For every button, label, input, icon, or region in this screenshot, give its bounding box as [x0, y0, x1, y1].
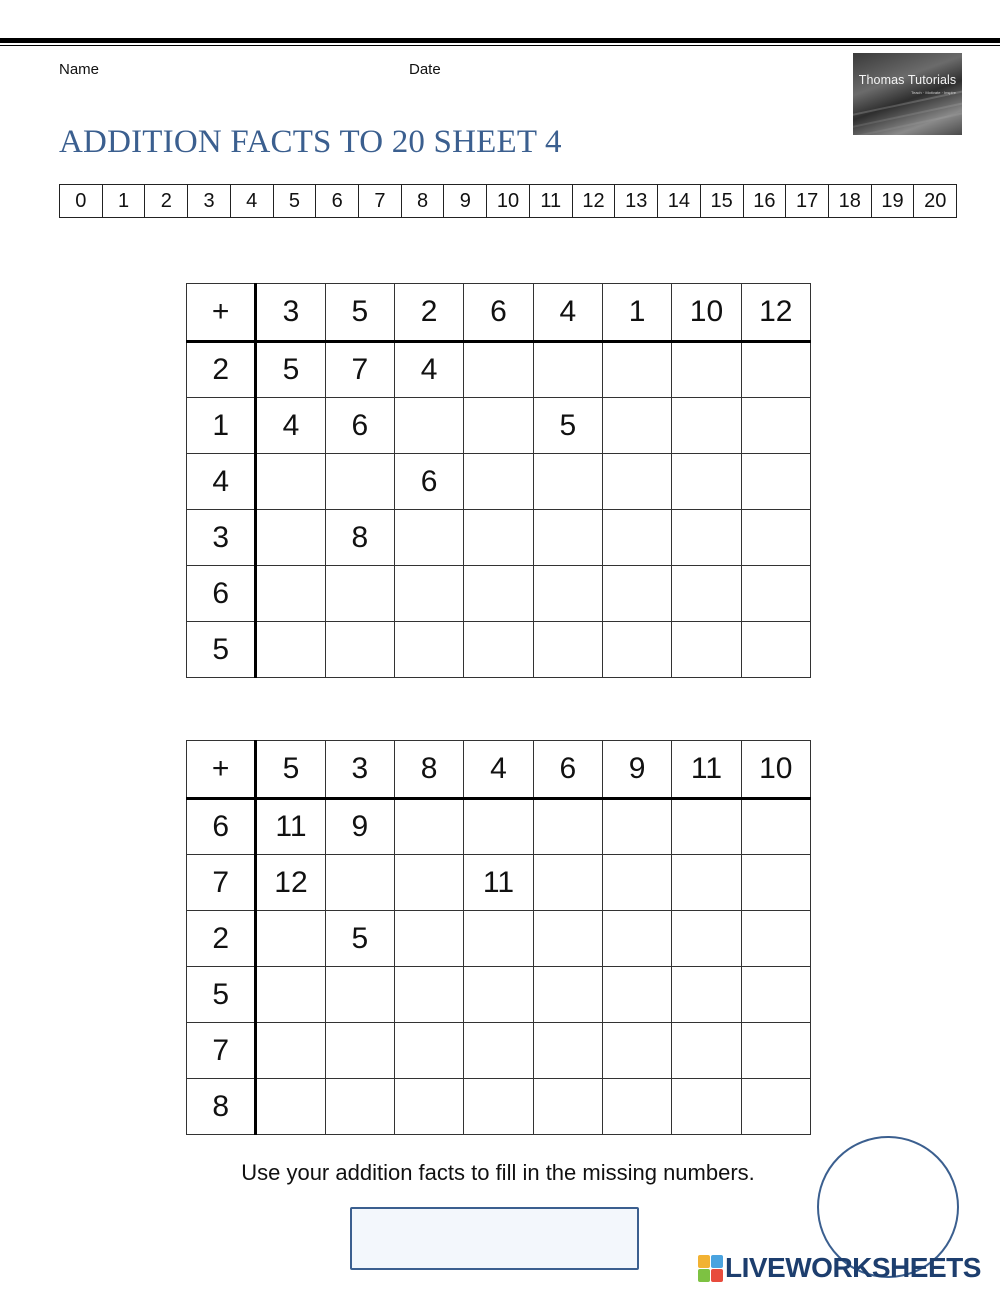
- answer-cell[interactable]: [672, 1023, 741, 1079]
- answer-cell[interactable]: 7: [325, 342, 394, 398]
- page-title: ADDITION FACTS TO 20 SHEET 4: [59, 124, 562, 160]
- column-header-cell: 1: [602, 284, 671, 342]
- column-header-cell: 3: [256, 284, 325, 342]
- column-header-cell: 10: [741, 741, 810, 799]
- name-label: Name: [59, 61, 100, 78]
- answer-cell[interactable]: [602, 454, 671, 510]
- number-line-cell: 14: [658, 185, 701, 217]
- liveworksheets-brand: [698, 1253, 981, 1283]
- brand-square: [698, 1269, 710, 1282]
- plus-sign: +: [187, 741, 256, 799]
- answer-cell[interactable]: 6: [325, 398, 394, 454]
- answer-cell[interactable]: [602, 622, 671, 678]
- answer-cell[interactable]: [533, 1023, 602, 1079]
- answer-cell[interactable]: [741, 1079, 810, 1135]
- answer-cell[interactable]: [533, 566, 602, 622]
- answer-cell[interactable]: [394, 1023, 463, 1079]
- answer-cell[interactable]: [602, 799, 671, 855]
- plus-sign: +: [187, 284, 256, 342]
- number-line-cell: 0: [60, 185, 103, 217]
- brand-square: [711, 1255, 723, 1268]
- grid-row: [187, 510, 811, 566]
- grid-header-row: [187, 741, 811, 799]
- number-line-cell: 4: [231, 185, 274, 217]
- answer-cell[interactable]: [256, 911, 325, 967]
- answer-cell[interactable]: [325, 566, 394, 622]
- answer-cell[interactable]: [741, 799, 810, 855]
- logo-tagline: Teach · Motivate · Inspire: [911, 90, 956, 95]
- number-line-cell: 9: [444, 185, 487, 217]
- answer-cell[interactable]: [256, 454, 325, 510]
- number-line-cell: 6: [316, 185, 359, 217]
- answer-cell[interactable]: 4: [256, 398, 325, 454]
- row-header-cell: 5: [187, 967, 256, 1023]
- brand-square: [711, 1269, 723, 1282]
- answer-cell[interactable]: [464, 510, 533, 566]
- number-line-cell: 12: [573, 185, 616, 217]
- answer-cell[interactable]: [533, 454, 602, 510]
- answer-cell[interactable]: [533, 622, 602, 678]
- answer-cell[interactable]: [602, 855, 671, 911]
- number-line-cell: 5: [274, 185, 317, 217]
- date-label: Date: [409, 61, 441, 78]
- answer-cell[interactable]: [741, 622, 810, 678]
- brand-square: [698, 1255, 710, 1268]
- answer-cell[interactable]: [464, 1023, 533, 1079]
- answer-cell[interactable]: 5: [325, 911, 394, 967]
- answer-cell[interactable]: [533, 855, 602, 911]
- top-rule-thin: [0, 45, 1000, 46]
- answer-cell[interactable]: 11: [256, 799, 325, 855]
- answer-cell[interactable]: 11: [464, 855, 533, 911]
- answer-cell[interactable]: [464, 799, 533, 855]
- row-header-cell: 2: [187, 911, 256, 967]
- answer-cell[interactable]: [325, 1023, 394, 1079]
- answer-cell[interactable]: [464, 566, 533, 622]
- answer-cell[interactable]: [533, 510, 602, 566]
- grid-row: [187, 799, 811, 855]
- column-header-cell: 5: [256, 741, 325, 799]
- answer-cell[interactable]: [325, 454, 394, 510]
- answer-cell[interactable]: [325, 967, 394, 1023]
- answer-cell[interactable]: 5: [533, 398, 602, 454]
- number-line-cell: 11: [530, 185, 573, 217]
- number-line-cell: 15: [701, 185, 744, 217]
- number-line-cell: 3: [188, 185, 231, 217]
- answer-cell[interactable]: [464, 967, 533, 1023]
- number-line-cell: 8: [402, 185, 445, 217]
- row-header-cell: 3: [187, 510, 256, 566]
- answer-cell[interactable]: [394, 967, 463, 1023]
- answer-cell[interactable]: [394, 622, 463, 678]
- number-line-cell: 18: [829, 185, 872, 217]
- answer-cell[interactable]: [672, 855, 741, 911]
- answer-cell[interactable]: [394, 510, 463, 566]
- answer-cell[interactable]: [394, 855, 463, 911]
- answer-cell[interactable]: 6: [394, 454, 463, 510]
- answer-cell[interactable]: [256, 622, 325, 678]
- row-header-cell: 6: [187, 566, 256, 622]
- answer-cell[interactable]: [602, 911, 671, 967]
- grid-row: [187, 855, 811, 911]
- answer-cell[interactable]: [602, 510, 671, 566]
- answer-cell[interactable]: [602, 967, 671, 1023]
- number-line-cell: 2: [145, 185, 188, 217]
- answer-cell[interactable]: [464, 622, 533, 678]
- answer-cell[interactable]: [533, 1079, 602, 1135]
- answer-cell[interactable]: [533, 799, 602, 855]
- answer-cell[interactable]: [394, 799, 463, 855]
- column-header-cell: 9: [602, 741, 671, 799]
- grid-header-row: [187, 284, 811, 342]
- addition-grid-2: [186, 740, 811, 1135]
- answer-cell[interactable]: [672, 566, 741, 622]
- row-header-cell: 1: [187, 398, 256, 454]
- number-line-cell: 10: [487, 185, 530, 217]
- answer-cell[interactable]: [741, 967, 810, 1023]
- answer-cell[interactable]: [741, 911, 810, 967]
- instruction-text: Use your addition facts to fill in the missing numbers.: [241, 1160, 755, 1185]
- answer-cell[interactable]: [602, 1079, 671, 1135]
- thomas-tutorials-logo: [853, 53, 962, 135]
- answer-cell[interactable]: [741, 1023, 810, 1079]
- answer-cell[interactable]: 12: [256, 855, 325, 911]
- answer-cell[interactable]: [602, 566, 671, 622]
- column-header-cell: 10: [672, 284, 741, 342]
- answer-cell[interactable]: 5: [256, 342, 325, 398]
- row-header-cell: 2: [187, 342, 256, 398]
- column-header-cell: 6: [533, 741, 602, 799]
- number-line-cell: 7: [359, 185, 402, 217]
- answer-input-box[interactable]: [350, 1207, 639, 1270]
- answer-cell[interactable]: [256, 1079, 325, 1135]
- answer-cell[interactable]: [464, 398, 533, 454]
- answer-cell[interactable]: [741, 855, 810, 911]
- row-header-cell: 6: [187, 799, 256, 855]
- number-line: [59, 184, 957, 218]
- answer-cell[interactable]: [672, 342, 741, 398]
- number-line-cell: 1: [103, 185, 146, 217]
- answer-cell[interactable]: [325, 1079, 394, 1135]
- liveworksheets-text: LIVEWORKSHEETS: [725, 1252, 981, 1283]
- grid-row: [187, 454, 811, 510]
- answer-cell[interactable]: [672, 799, 741, 855]
- answer-cell[interactable]: [672, 622, 741, 678]
- row-header-cell: 8: [187, 1079, 256, 1135]
- answer-cell[interactable]: [256, 1023, 325, 1079]
- answer-cell[interactable]: [602, 342, 671, 398]
- answer-cell[interactable]: [672, 1079, 741, 1135]
- answer-cell[interactable]: [394, 398, 463, 454]
- answer-cell[interactable]: [394, 1079, 463, 1135]
- column-header-cell: 6: [464, 284, 533, 342]
- answer-cell[interactable]: [464, 1079, 533, 1135]
- answer-cell[interactable]: [256, 566, 325, 622]
- answer-cell[interactable]: [533, 342, 602, 398]
- grid-row: [187, 911, 811, 967]
- answer-cell[interactable]: [256, 510, 325, 566]
- answer-cell[interactable]: [325, 855, 394, 911]
- answer-cell[interactable]: [672, 510, 741, 566]
- answer-cell[interactable]: [325, 622, 394, 678]
- logo-text: Thomas Tutorials: [858, 73, 957, 87]
- number-line-cell: 19: [872, 185, 915, 217]
- top-rule: [0, 38, 1000, 43]
- answer-cell[interactable]: [741, 510, 810, 566]
- answer-cell[interactable]: 4: [394, 342, 463, 398]
- answer-cell[interactable]: [741, 454, 810, 510]
- answer-cell[interactable]: [602, 398, 671, 454]
- column-header-cell: 5: [325, 284, 394, 342]
- answer-cell[interactable]: [672, 454, 741, 510]
- column-header-cell: 12: [741, 284, 810, 342]
- column-header-cell: 3: [325, 741, 394, 799]
- answer-cell[interactable]: [464, 342, 533, 398]
- answer-cell[interactable]: [602, 1023, 671, 1079]
- grid-row: [187, 1079, 811, 1135]
- answer-cell[interactable]: [672, 911, 741, 967]
- column-header-cell: 4: [533, 284, 602, 342]
- row-header-cell: 7: [187, 1023, 256, 1079]
- addition-grid-1: [186, 283, 811, 678]
- number-line-cell: 17: [786, 185, 829, 217]
- answer-cell[interactable]: [533, 967, 602, 1023]
- answer-cell[interactable]: [533, 911, 602, 967]
- row-header-cell: 7: [187, 855, 256, 911]
- answer-cell[interactable]: [672, 398, 741, 454]
- answer-cell[interactable]: [741, 398, 810, 454]
- answer-cell[interactable]: [741, 566, 810, 622]
- grid-row: [187, 398, 811, 454]
- grid-row: [187, 967, 811, 1023]
- answer-cell[interactable]: [672, 967, 741, 1023]
- grid-row: [187, 566, 811, 622]
- answer-cell[interactable]: [394, 911, 463, 967]
- grid-row: [187, 1023, 811, 1079]
- answer-cell[interactable]: 8: [325, 510, 394, 566]
- column-header-cell: 8: [394, 741, 463, 799]
- column-header-cell: 4: [464, 741, 533, 799]
- liveworksheets-icon: [698, 1255, 722, 1281]
- number-line-cell: 20: [924, 189, 947, 212]
- column-header-cell: 2: [394, 284, 463, 342]
- answer-cell[interactable]: [394, 566, 463, 622]
- number-line-cell: 16: [744, 185, 787, 217]
- grid-row: [187, 622, 811, 678]
- answer-cell[interactable]: [464, 911, 533, 967]
- row-header-cell: 5: [187, 622, 256, 678]
- number-line-cell: 13: [615, 185, 658, 217]
- column-header-cell: 11: [672, 741, 741, 799]
- answer-cell[interactable]: [741, 342, 810, 398]
- row-header-cell: 4: [187, 454, 256, 510]
- grid-row: [187, 342, 811, 398]
- answer-cell[interactable]: [464, 454, 533, 510]
- answer-cell[interactable]: [256, 967, 325, 1023]
- answer-cell[interactable]: 9: [325, 799, 394, 855]
